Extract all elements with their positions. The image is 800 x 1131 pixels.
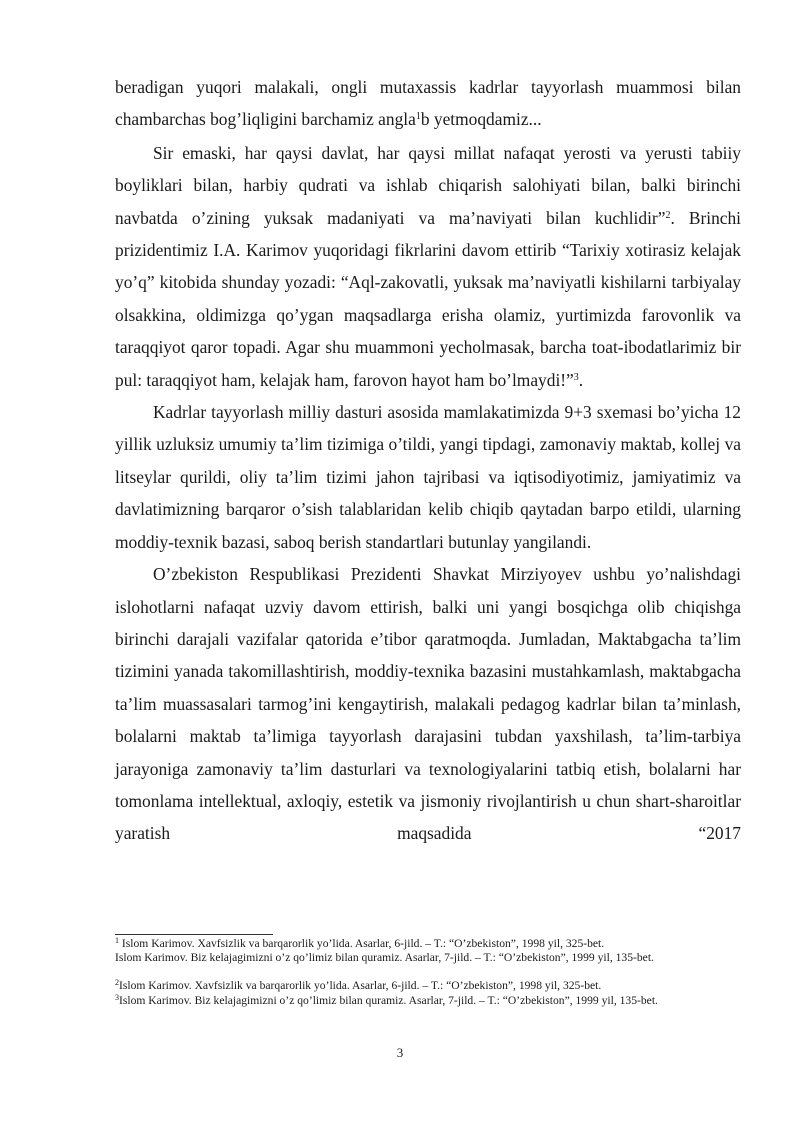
text-run: Kadrlar tayyorlash milliy dasturi asosida mamlakatimizda 9+3 sxemasi bo’yicha 12 yillik uzluksiz umumiy ta’lim tizimiga o’tildi, yangi tipdagi, zamonaviy maktab, kollej va litseylar qurildi, oliy ta’lim tizimi jahon tajribasi va iqtisodiyotimiz, jamiyatimiz va davlatimizning barqaror o’sish talablaridan kelib chiqib qaytadan barpo etildi, ularning moddiy-texnik bazasi, saboq berish standartlari butunlay yangilandi. <box>115 402 741 552</box>
footnotes <box>115 937 741 1008</box>
footnote-1 <box>115 937 741 951</box>
footnote-mark: 3 <box>115 992 119 1002</box>
text-run: O’zbekiston Respublikasi Prezidenti Shavkat Mirziyoyev ushbu yo’nalishdagi islohotlarni nafaqat uzviy davom ettirish, balki uni yangi bosqichga olib chiqishga birinchi darajali vazifalar qatorida e’tibor qaratmoqda. Jumladan, Maktabgacha ta’lim tizimini yanada takomillashtirish, moddiy-texnika bazasini mustahkamlash, maktabgacha ta’lim muassasalari tarmog’ini kengaytirish, malakali pedagog kadrlar bilan ta’minlash, bolalarni maktab ta’limiga tayyorlash darajasini tubdan yaxshilash, ta’lim-tarbiya jarayoniga zamonaviy ta’lim dasturlari va texnologiyalarini tatbiq etish, bolalarni har tomonlama intellektual, axloqiy, estetik va jismoniy rivojlantirish u chun shart-sharoitlar yaratish maqsadida “2017 <box>115 564 741 844</box>
text-run: . Brinchi prizidentimiz I.A. Karimov yuqoridagi fikrlarini davom ettirib “Tarixiy xotirasiz kelajak yo’q” kitobida shunday yozadi: “Aql-zakovatli, yuksak ma’naviyatli kishilarni tarbiyalay olsakkina, oldimizga qo’ygan maqsadlarga erisha olamiz, yurtimizda farovonlik va taraqqiyot qaror topadi. Agar shu muammoni yecholmasak, barcha toat-ibodatlarimiz bir pul: taraqqiyot ham, kelajak ham, farovon hayot ham bo’lmaydi!” <box>115 207 742 390</box>
footnote-separator <box>115 934 273 935</box>
footnote-text: Islom Karimov. Xavfsizlik va barqarorlik yo’lida. Asarlar, 6-jild. – T.: “O’zbekiston”, 1998 yil, 325-bet. <box>119 979 602 993</box>
body-text <box>115 71 741 850</box>
footnote-2 <box>115 979 741 993</box>
text-run: b yetmoqdamiz... <box>420 109 542 130</box>
footnote-ref: 2 <box>665 209 671 221</box>
footnote-text: Islom Karimov. Biz kelajagimizni o’z qo’limiz bilan quramiz. Asarlar, 7-jild. – T.: “O’zbekiston”, 1999 yil, 135-bet. <box>119 993 658 1007</box>
paragraph-4 <box>115 558 741 850</box>
footnote-mark: 2 <box>115 978 119 988</box>
footnote-3 <box>115 994 741 1008</box>
paragraph-2 <box>115 137 741 396</box>
footnote-ref: 1 <box>415 111 421 123</box>
text-run: Sir emaski, har qaysi davlat, har qaysi millat nafaqat yerosti va yerusti tabiiy boyliklari bilan, harbiy qudrati va ishlab chiqarish salohiyati bilan, balki birinchi navbatda o’zining yuksak madaniyati va ma’naviyati bilan kuchlidir” <box>115 142 741 228</box>
footnote-text: Islom Karimov. Biz kelajagimizni o’z qo’limiz bilan quramiz. Asarlar, 7-jild. – T.: “O’zbekiston”, 1999 yil, 135-bet. <box>115 951 654 965</box>
text-run: beradigan yuqori malakali, ongli mutaxassis kadrlar tayyorlash muammosi bilan chambarchas bog’liqligini barchamiz angla <box>115 77 741 130</box>
footnote-mark: 1 <box>115 936 119 945</box>
footnote-ref: 3 <box>573 371 579 383</box>
footnote-1-continued <box>115 951 741 965</box>
footnote-text: Islom Karimov. Xavfsizlik va barqarorlik yo’lida. Asarlar, 6-jild. – T.: “O’zbekiston”, 1998 yil, 325-bet. <box>119 937 605 950</box>
paragraph-3 <box>115 396 741 558</box>
page-number: 3 <box>396 1045 404 1060</box>
paragraph-1 <box>115 71 741 136</box>
text-run: . <box>578 369 584 390</box>
